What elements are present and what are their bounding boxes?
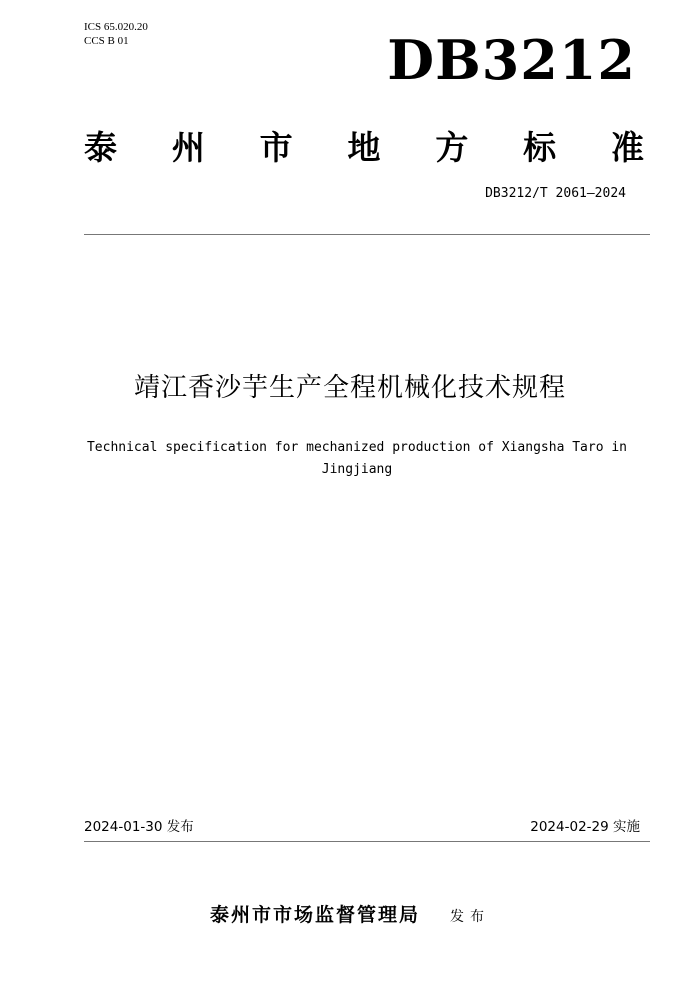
standard-type-char: 州 xyxy=(171,128,205,167)
standard-type-char: 市 xyxy=(259,128,293,167)
publish-label: 发布 xyxy=(450,909,490,925)
ics-code: ICS 65.020.20 xyxy=(84,21,148,33)
footer-divider xyxy=(84,841,650,842)
standard-type-heading xyxy=(84,128,644,168)
standard-type-char: 泰 xyxy=(84,128,117,167)
standard-type-char: 地 xyxy=(347,128,381,167)
header-divider xyxy=(84,234,650,235)
standard-type-char: 标 xyxy=(523,128,557,167)
standard-code: DB3212 xyxy=(387,28,636,92)
publisher-line xyxy=(0,900,700,927)
document-title-english: Technical specification for mechanized production of Xiangsha Taro in Jingjiang xyxy=(86,440,628,477)
classification-codes xyxy=(84,20,148,48)
document-title-chinese: 靖江香沙芋生产全程机械化技术规程 xyxy=(133,373,566,403)
publisher-name: 泰州市市场监督管理局 xyxy=(209,904,420,926)
standard-number: DB3212/T 2061—2024 xyxy=(485,186,626,201)
issue-date: 2024-01-30 发布 xyxy=(84,819,194,835)
implementation-date: 2024-02-29 实施 xyxy=(530,819,640,835)
ccs-code: CCS B 01 xyxy=(84,35,129,47)
standard-type-char: 准 xyxy=(610,128,644,167)
standard-type-char: 方 xyxy=(435,128,469,167)
